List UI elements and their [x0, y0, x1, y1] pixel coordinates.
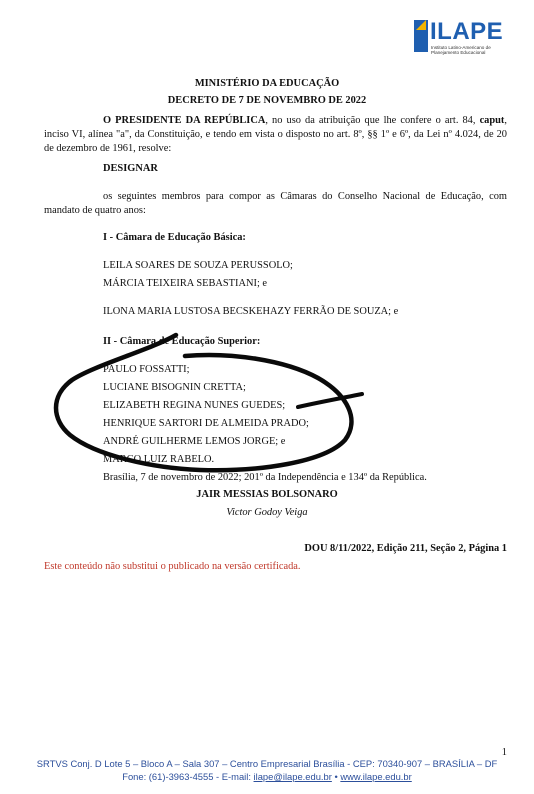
section-1-member: MÁRCIA TEIXEIRA SEBASTIANI; e	[103, 278, 268, 289]
footer-phone: Fone: (61)-3963-4555 - E-mail:	[122, 771, 254, 782]
page-number: 1	[501, 747, 507, 758]
disclaimer: Este conteúdo não substitui o publicado na versão certificada.	[44, 561, 301, 572]
footer-contact	[0, 771, 534, 782]
section-2-title: II - Câmara de Educação Superior:	[103, 336, 261, 347]
closing-line: Brasília, 7 de novembro de 2022; 201º da Independência e 134º da República.	[103, 472, 427, 483]
designar-text: os seguintes membros para compor as Câmaras do Conselho Nacional de Educação, com mandato de quatro anos:	[44, 191, 507, 217]
logo-tagline: Instituto Latino-Americano de Planejamento Educacional	[431, 45, 491, 56]
section-1-member: LEILA SOARES DE SOUZA PERUSSOLO;	[103, 260, 293, 271]
preamble-text-2: , inciso VI, alínea "a", da Constituição, e tendo em vista o disposto no art. 8º, §§ 1º e 6º, da Lei nº 4.024, de 20 de dezembro de 1961, resolve:	[44, 115, 507, 155]
preamble-lead: O PRESIDENTE DA REPÚBLICA	[103, 115, 266, 126]
designar-heading: DESIGNAR	[103, 163, 158, 174]
source-reference: DOU 8/11/2022, Edição 211, Seção 2, Página 1	[304, 543, 507, 554]
section-2-member: MARCO LUIZ RABELO.	[103, 454, 215, 465]
footer-address: SRTVS Conj. D Lote 5 – Bloco A – Sala 307 – Centro Empresarial Brasília - CEP: 70340-907 – BRASÍLIA – DF	[36, 758, 498, 769]
footer-website-link[interactable]: www.ilape.edu.br	[340, 771, 412, 782]
section-2-member: HENRIQUE SARTORI DE ALMEIDA PRADO;	[103, 418, 309, 429]
section-1-title: I - Câmara de Educação Básica:	[103, 232, 246, 243]
preamble-text-1: , no uso da atribuição que lhe confere o art. 84,	[265, 115, 480, 126]
ministry-title: MINISTÉRIO DA EDUCAÇÃO	[194, 78, 340, 89]
decree-title: DECRETO DE 7 DE NOVEMBRO DE 2022	[167, 95, 367, 106]
section-1-member: ILONA MARIA LUSTOSA BECSKEHAZY FERRÃO DE SOUZA; e	[103, 306, 399, 317]
section-2-member: LUCIANE BISOGNIN CRETTA;	[103, 382, 246, 393]
section-2-member: PAULO FOSSATTI;	[103, 364, 190, 375]
preamble-caput: caput	[479, 115, 505, 126]
footer-bullet: •	[331, 771, 341, 782]
signature-president: JAIR MESSIAS BOLSONARO	[196, 489, 338, 500]
signature-minister: Victor Godoy Veiga	[226, 507, 308, 518]
section-2-member: ANDRÉ GUILHERME LEMOS JORGE; e	[103, 436, 286, 447]
logo-name: ILAPE	[430, 18, 504, 45]
section-2-member: ELIZABETH REGINA NUNES GUEDES;	[103, 400, 286, 411]
footer-email-link[interactable]: ilape@ilape.edu.br	[253, 771, 332, 782]
